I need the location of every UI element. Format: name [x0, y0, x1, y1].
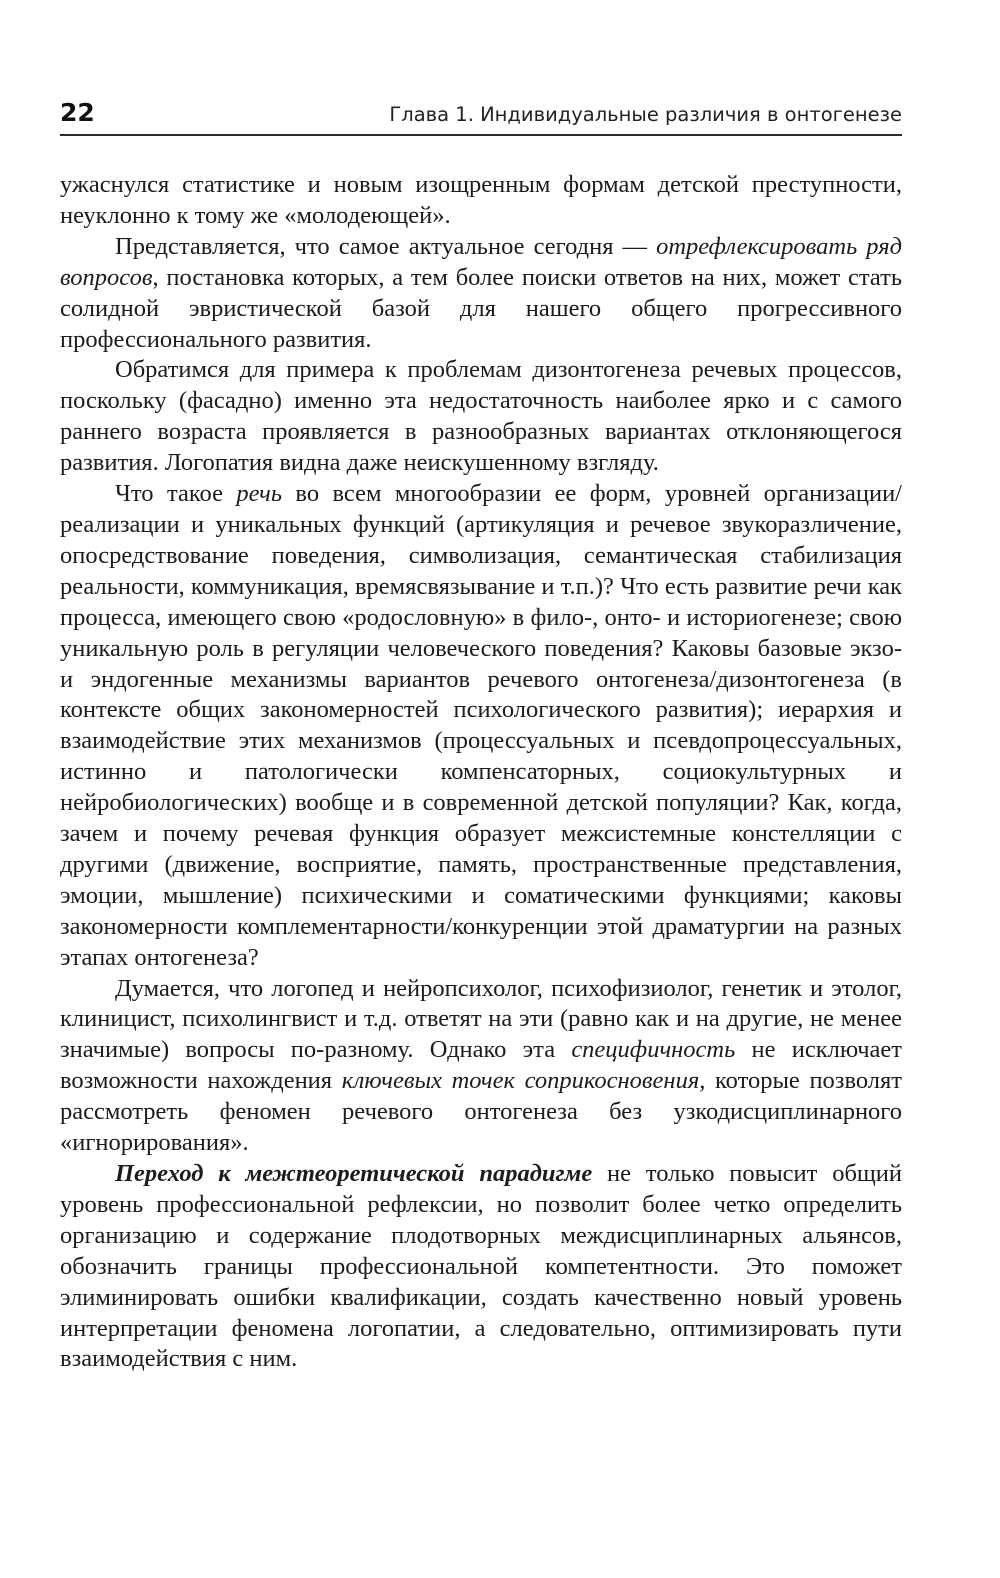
body-text — [60, 170, 902, 1375]
paragraph-4-text-a: Что такое — [115, 480, 237, 508]
paragraph-5-italic-2: ключевых точек соприкосновения, — [341, 1067, 706, 1095]
paragraph-4-italic: речь — [236, 480, 282, 508]
paragraph-2-italic: отрефлексировать ряд вопросов — [60, 232, 902, 291]
paragraph-5-text-a: Думается, что логопед и нейропсихолог, психофизиолог, генетик и этолог, клиницист, психолингвист и т.д. ответят на эти (равно как и на другие, не менее значимые) вопросы по-разному. Однако эта — [60, 974, 902, 1064]
paragraph-5 — [60, 974, 902, 1159]
paragraph-4 — [60, 479, 902, 974]
page-number: 22 — [60, 98, 95, 127]
paragraph-2-text-a: Представляется, что самое актуальное сегодня — — [115, 232, 657, 260]
paragraph-4-text-c: во всем многообразии ее форм, уровней организации/реализации и уникальных функций (артикуляция и речевое звукоразличение, опосредствование поведения, символизация, семантическая стабилизация реальности, коммуникация, времясвязывание и т.п.)? Что есть развитие речи как процесса, имеющего свою «родословную» в фило-, онто- и историогенезе; свою уникальную роль в регуляции человеческого поведения? Каковы базовые экзо- и эндогенные механизмы вариантов речевого онтогенеза/дизонтогенеза (в контексте общих закономерностей психологического развития); иерархия и взаимодействие этих механизмов (процессуальных и псевдопроцессуальных, истинно и патологически компенсаторных, социокультурных и нейробиологических) вообще и в современной детской популяции? Как, когда, зачем и почему речевая функция образует межсистемные констелляции с другими (движение, восприятие, память, пространственные представления, эмоции, мышление) психическими и соматическими функциями; каковы закономерности комплементарности/конкуренции этой драматургии на разных этапах онтогенеза? — [60, 480, 902, 971]
paragraph-6-text-b: не только повысит общий уровень профессиональной рефлексии, но позволит более четко определить организацию и содержание плодотворных междисциплинарных альянсов, обозначить границы профессиональной компетентности. Это поможет элиминировать ошибки квалификации, создать качественно новый уровень интерпретации феномена логопатии, а следовательно, оптимизировать пути взаимодействия с ним. — [60, 1160, 902, 1373]
paragraph-1 — [60, 170, 902, 232]
paragraph-3-text: Обратимся для примера к проблемам дизонтогенеза речевых процессов, поскольку (фасадно) именно эта недостаточность наиболее ярко и с самого раннего возраста проявляется в разнообразных вариантах отклоняющегося развития. Логопатия видна даже неискушенному взгляду. — [60, 356, 902, 477]
paragraph-2 — [60, 232, 902, 356]
paragraph-3 — [60, 355, 902, 479]
paragraph-2-text-c: , постановка которых, а тем более поиски ответов на них, может стать солидной эвристической базой для нашего общего прогрессивного профессионального развития. — [60, 263, 902, 353]
paragraph-5-text-c: не исключает возможности нахождения — [60, 1036, 902, 1095]
paragraph-5-italic-1: специфичность — [571, 1036, 736, 1064]
paragraph-1-text: ужаснулся статистике и новым изощренным формам детской преступности, неуклонно к тому же «молодеющей». — [60, 171, 902, 229]
paragraph-6-bold-italic: Переход к межтеоретической парадигме — [115, 1160, 593, 1187]
running-head: Глава 1. Индивидуальные различия в онтогенезе — [389, 103, 902, 126]
paragraph-6 — [60, 1159, 902, 1375]
page-header — [60, 96, 902, 136]
paragraph-5-text-e: которые позволят рассмотреть феномен речевого онтогенеза без узкодисциплинарного «игнорирования». — [60, 1067, 903, 1157]
